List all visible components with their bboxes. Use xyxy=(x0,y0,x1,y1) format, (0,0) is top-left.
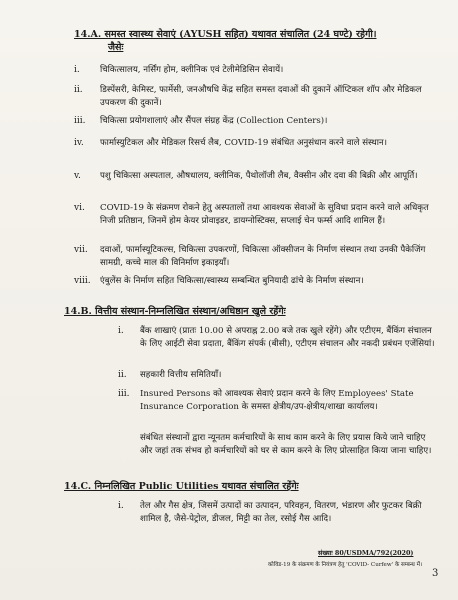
section-c-heading-text: 14.C. निम्नलिखित Public Utilities यथावत संचालित रहेंगेः xyxy=(64,481,299,492)
item-number: ii. xyxy=(118,370,127,380)
footer-note: कोविड-19 के संक्रमण के नियंत्रण हेतु 'COVID- Curfew' के सम्बन्ध में। xyxy=(268,562,423,568)
section-b-item-2 xyxy=(118,369,436,382)
item-text: एंबुलेंस के निर्माण सहित चिकित्सा/स्वास्थ्य सम्बन्धित बुनियादी ढांचे के निर्माण संस्थान। xyxy=(100,276,364,286)
item-number: viii. xyxy=(74,276,91,286)
section-a-item-3 xyxy=(74,115,436,128)
item-number: v. xyxy=(74,171,81,181)
section-c-heading xyxy=(64,480,444,493)
item-number: i. xyxy=(118,326,124,336)
item-text: तेल और गैस क्षेत्र, जिसमें उत्पादों का उत्पादन, परिवहन, वितरण, भंडारण और फुटकर बिक्री शामिल है, जैसे-पेट्रोल, डीजल, मिट्टी का तेल, रसोई गैस आदि। xyxy=(140,501,422,524)
item-text: पशु चिकित्सा अस्पताल, औषधालय, क्लीनिक, पैथोलॉजी लैब, वैक्सीन और दवा की बिक्री और आपूर्ति। xyxy=(100,171,418,181)
section-b-heading xyxy=(64,305,444,318)
section-a-item-2 xyxy=(74,84,436,109)
item-number: i. xyxy=(118,501,124,511)
section-a-item-6 xyxy=(74,202,436,227)
section-a-item-7 xyxy=(74,244,436,269)
item-text: सहकारी वित्तीय समितियॉं। xyxy=(140,370,222,380)
item-text: चिकित्सा प्रयोगशालाएं और सैंपल संग्रह केंद्र (Collection Centers)। xyxy=(100,116,328,126)
section-a-subheading: जैसेः xyxy=(108,42,124,53)
section-a-item-8 xyxy=(74,275,436,288)
item-number: vii. xyxy=(74,245,88,255)
item-text: फार्मास्युटिकल और मेडिकल रिसर्च लैब, COVID-19 संबंधित अनुसंधान करने वाले संस्थान। xyxy=(100,138,387,148)
item-number: vi. xyxy=(74,203,85,213)
item-text: दवाओं, फार्मास्यूटिकल्स, चिकित्सा उपकरणों, चिकित्सा ऑक्सीजन के निर्माण संस्थान तथा उनकी पैकेजिंग सामग्री, कच्चे माल की विनिर्माण इकाइयाँ। xyxy=(100,245,426,268)
footer-reference: संख्याः 80/USDMA/792(2020) xyxy=(318,549,414,557)
item-number: iv. xyxy=(74,138,84,148)
item-number: ii. xyxy=(74,85,83,95)
item-text: COVID-19 के संक्रमण रोकने हेतु अस्पतालों तथा आवश्यक सेवाओं के सुविधा प्रदान करने वाले अधिकृत निजी प्रतिष्ठान, जिनमें होम केयर प्रोवाइडर, डायग्नोस्टिक्स, सप्लाई चेन फर्म्स आदि शामिल हैं। xyxy=(100,203,429,226)
section-c-item-1 xyxy=(118,500,436,525)
section-a-item-1 xyxy=(74,64,436,77)
section-a-heading: 14.A. समस्त स्वास्थ्य सेवाएं (AYUSH सहित) यथावत संचालित (24 घण्टे) रहेगी। xyxy=(74,29,377,40)
item-text: Insured Persons को आवश्यक सेवाएं प्रदान करने के लिए Employees' State Insurance Corporation के समस्त क्षेत्रीय/उप-क्षेत्रीय/शाखा कार्यालय। xyxy=(140,389,414,412)
item-text: बैंक शाखाएं (प्रातः 10.00 से अपराह्न 2.00 बजे तक खुले रहेंगे) और एटीएम, बैंकिंग संचालन के लिए आईटी सेवा प्रदाता, बैंकिंग संपर्क (बीसी), एटीएम संचालन और नकदी प्रबंधन एजेंसियां। xyxy=(140,326,435,349)
item-number: iii. xyxy=(74,116,86,126)
section-a-item-4 xyxy=(74,137,436,150)
item-text: चिकित्सालय, नर्सिंग होम, क्लीनिक एवं टेलीमेडिसिन सेवायें। xyxy=(100,65,284,75)
item-number: iii. xyxy=(118,389,130,399)
section-b-item-3 xyxy=(118,388,436,413)
section-b-note: संबंधित संस्थानों द्वारा न्यूनतम कर्मचारियों के साथ काम करने के लिए प्रयास किये जाने चाहिए और जहां तक संभव हो कर्मचारियों को घर से काम करने के लिए प्रोत्साहित किया जाना चाहिए। xyxy=(140,433,432,456)
item-text: डिस्पेंसरी, केमिस्ट, फार्मेसी, जनऔषधि केंद्र सहित समस्त दवाओं की दुकानें ऑप्टिकल शॉप और मेडिकल उपकरण की दुकानें। xyxy=(100,85,422,108)
item-number: i. xyxy=(74,65,80,75)
page-number: 3 xyxy=(432,568,439,579)
section-b-heading-text: 14.B. वित्तीय संस्थान-निम्नलिखित संस्थान/अधिष्ठान खुले रहेंगेः xyxy=(64,306,286,317)
section-a-item-5 xyxy=(74,170,436,183)
section-b-item-1 xyxy=(118,325,436,350)
